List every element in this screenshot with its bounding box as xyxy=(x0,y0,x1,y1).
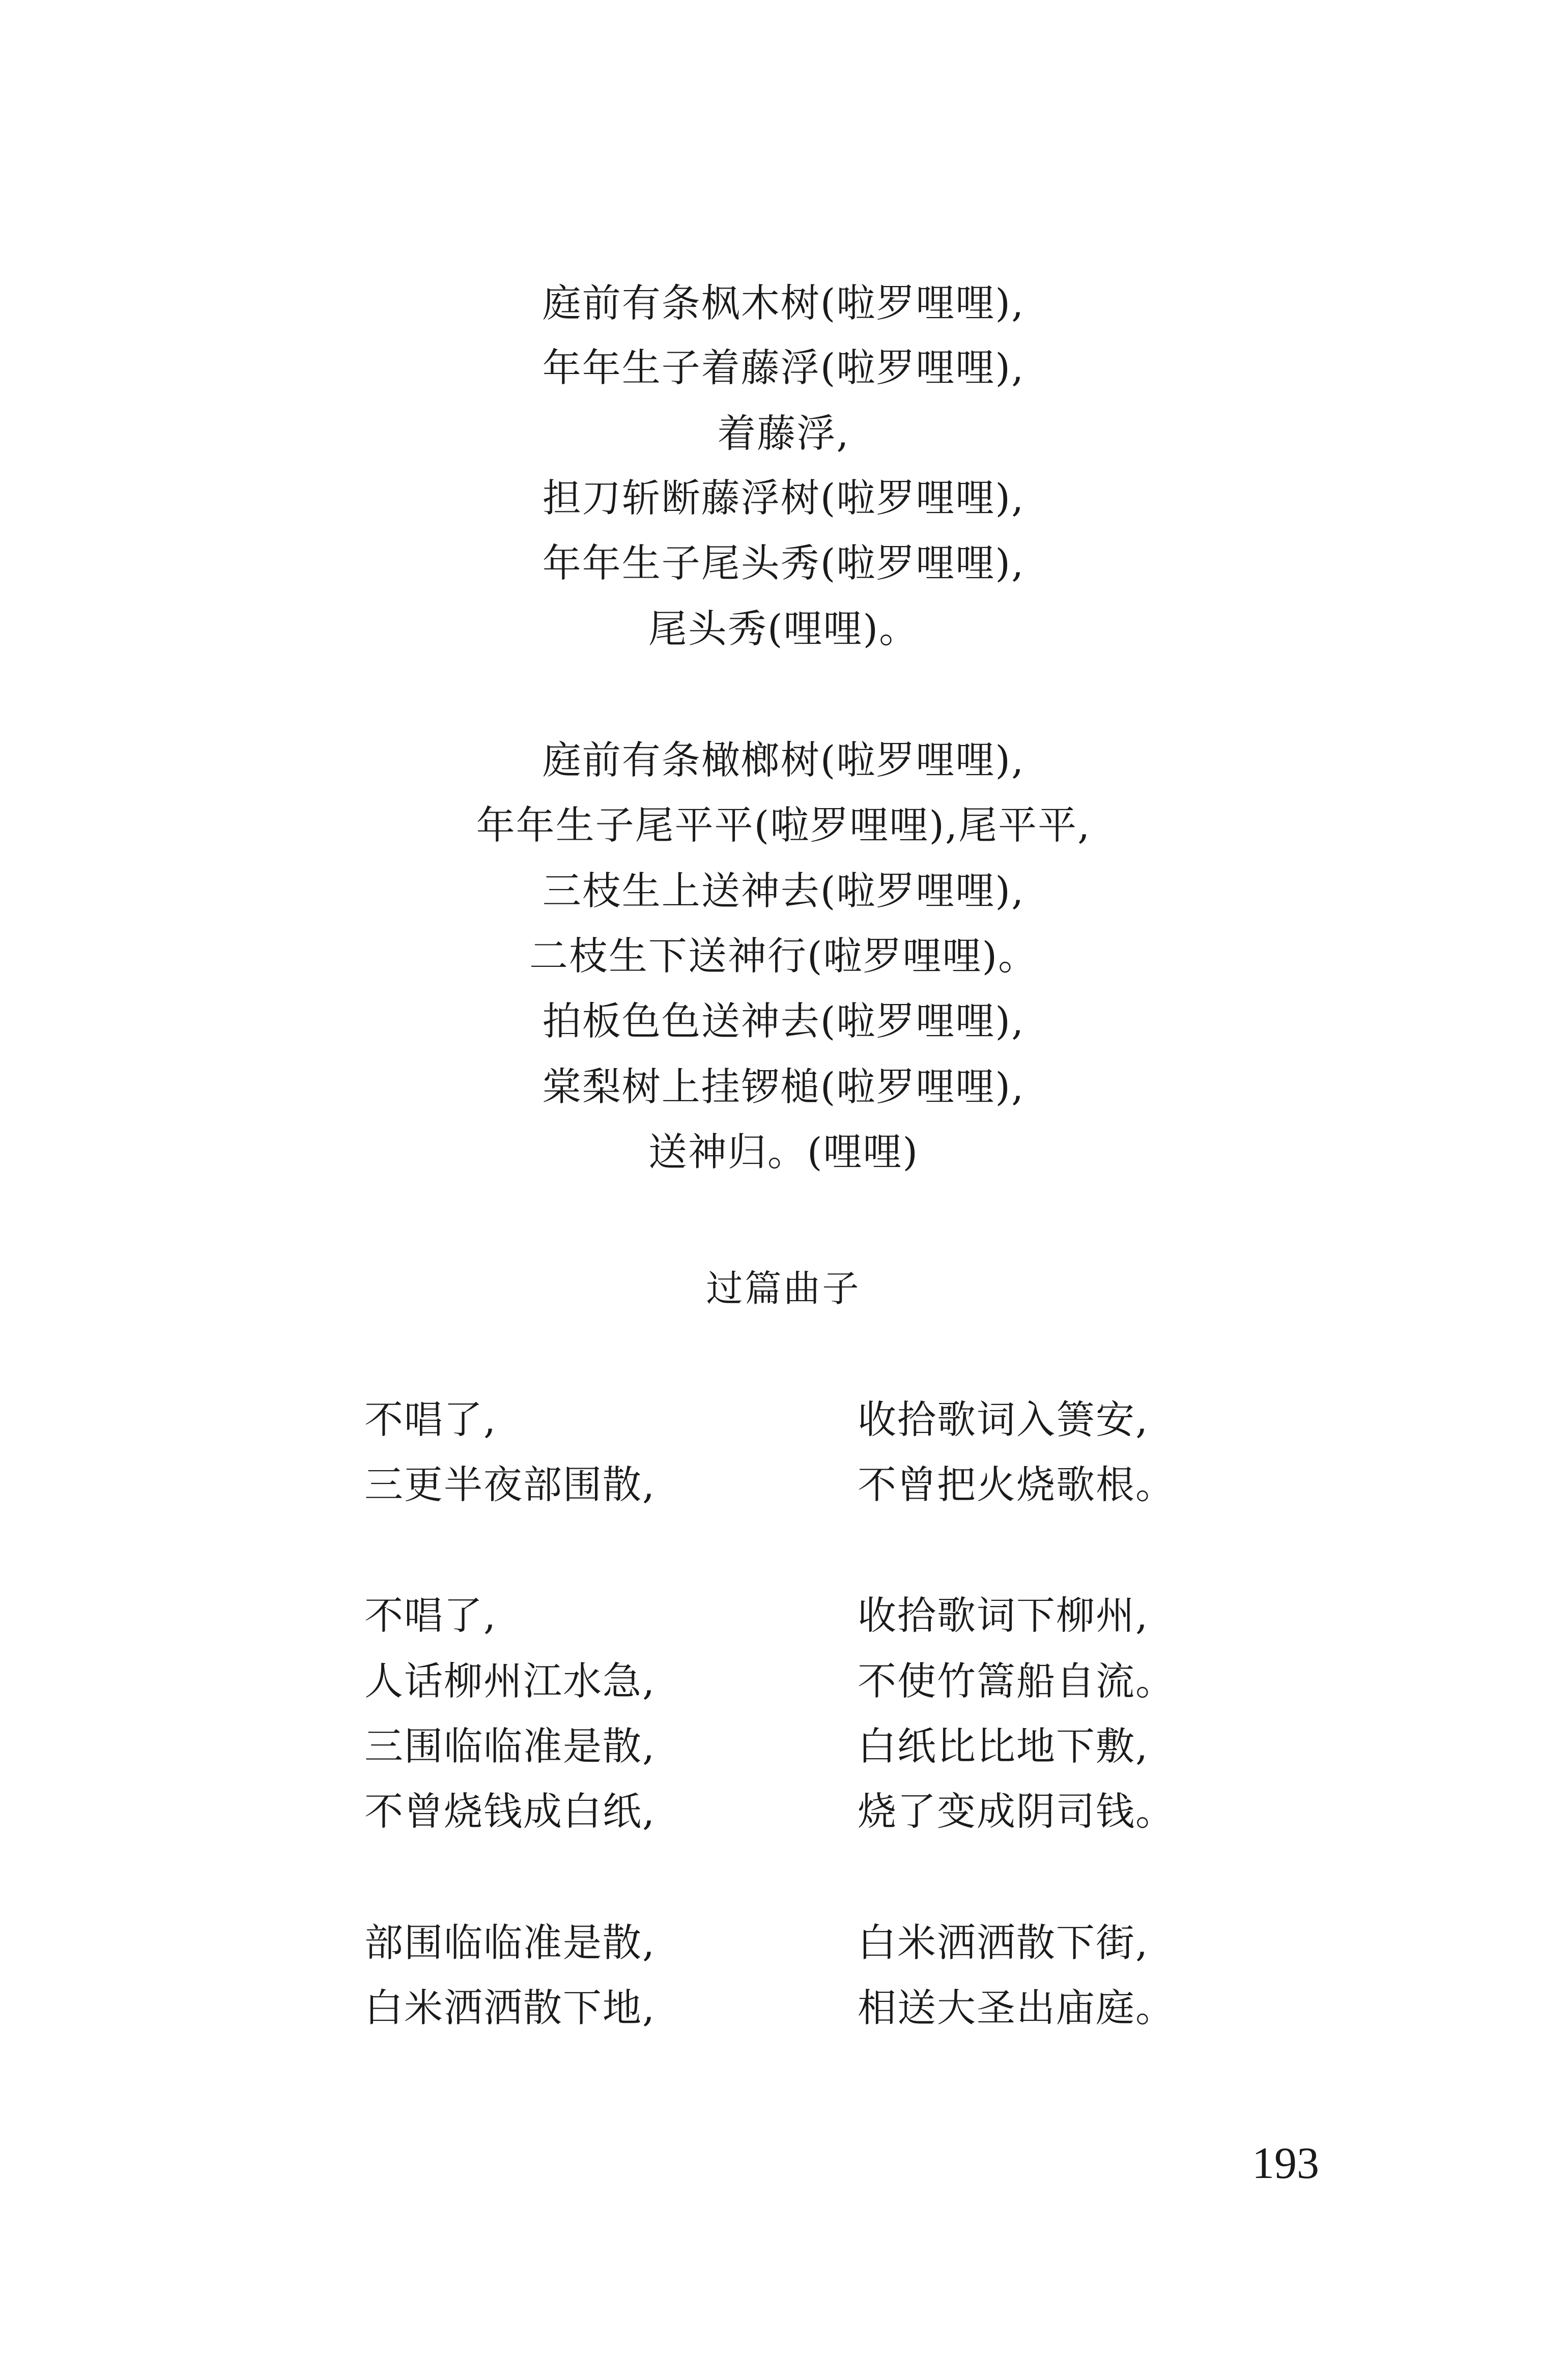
section-title: 过篇曲子 xyxy=(706,1267,861,1310)
verse1-line-4: 担刀斩断藤浮树(啦罗哩哩), xyxy=(542,475,1025,521)
couplet-right: 收拾歌词入箦安, xyxy=(858,1397,1149,1442)
couplet-right: 白米洒洒散下街, xyxy=(858,1920,1149,1965)
verse1-line-2: 年年生子着藤浮(啦罗哩哩), xyxy=(542,345,1025,390)
couplet-left: 三更半夜部围散, xyxy=(364,1462,656,1507)
couplet-right: 收拾歌词下柳州, xyxy=(858,1593,1149,1638)
verse1-line-6: 尾头秀(哩哩)。 xyxy=(648,606,919,651)
verse2-line-2: 年年生子尾平平(啦罗哩哩),尾平平, xyxy=(476,802,1091,848)
verse1-line-5: 年年生子尾头秀(啦罗哩哩), xyxy=(542,540,1025,586)
couplet-left: 不曾烧钱成白纸, xyxy=(364,1789,656,1834)
couplet-left: 三围临临准是散, xyxy=(364,1724,656,1769)
verse1-line-1: 庭前有条枫木树(啦罗哩哩), xyxy=(542,280,1025,326)
couplet-right: 不使竹篙船自流。 xyxy=(858,1658,1175,1704)
verse2-line-4: 二枝生下送神行(啦罗哩哩)。 xyxy=(529,933,1038,979)
couplet-left: 人话柳州江水急, xyxy=(364,1658,656,1704)
verse2-line-1: 庭前有条橄榔树(啦罗哩哩), xyxy=(542,737,1025,783)
verse2-line-7: 送神归。(哩哩) xyxy=(648,1129,919,1174)
couplet-right: 烧了变成阴司钱。 xyxy=(858,1789,1175,1834)
couplet-left: 白米洒洒散下地, xyxy=(364,1985,656,2030)
couplet-left: 不唱了, xyxy=(364,1397,497,1442)
verse2-line-5: 拍板色色送神去(啦罗哩哩), xyxy=(542,998,1025,1044)
couplet-right: 白纸比比地下敷, xyxy=(858,1724,1149,1769)
verse2-line-3: 三枝生上送神去(啦罗哩哩), xyxy=(542,868,1025,913)
couplet-right: 相送大圣出庙庭。 xyxy=(858,1985,1175,2030)
couplet-right: 不曾把火烧歌根。 xyxy=(858,1462,1175,1507)
verse1-line-3: 着藤浮, xyxy=(717,411,850,456)
couplet-left: 不唱了, xyxy=(364,1593,497,1638)
page-number: 193 xyxy=(1252,2139,1319,2188)
verse2-line-6: 棠梨树上挂锣槌(啦罗哩哩), xyxy=(542,1064,1025,1109)
couplet-left: 部围临临准是散, xyxy=(364,1920,656,1965)
